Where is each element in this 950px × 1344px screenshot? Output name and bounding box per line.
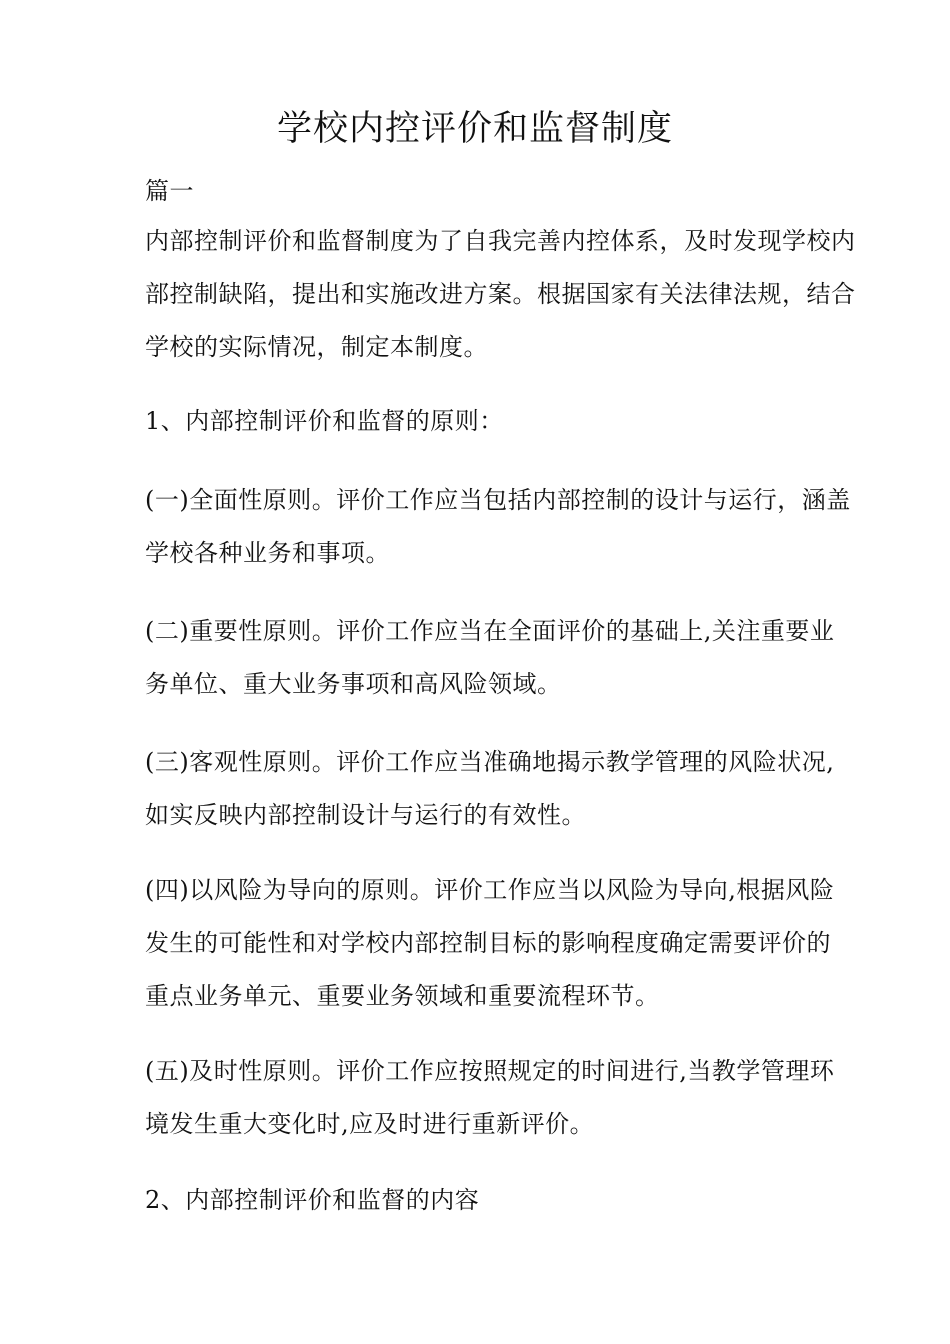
intro-paragraph [145,215,856,374]
principle-line: (三)客观性原则。评价工作应当准确地揭示教学管理的风险状况, [145,748,835,776]
heading-contents-text: 2、内部控制评价和监督的内容 [145,1186,480,1214]
principle-line: (四)以风险为导向的原则。评价工作应当以风险为导向,根据风险 [145,876,835,904]
principle-line: 发生的可能性和对学校内部控制目标的影响程度确定需要评价的 [145,929,831,957]
principle-paragraph-1 [145,474,851,580]
principle-line: (五)及时性原则。评价工作应按照规定的时间进行,当教学管理环 [145,1057,835,1085]
section-label-text: 篇一 [145,177,194,205]
intro-line: 学校的实际情况，制定本制度。 [145,333,488,361]
document-title: 学校内控评价和监督制度 [276,109,673,149]
principle-paragraph-5 [145,1045,835,1151]
principle-paragraph-2 [145,605,835,711]
principle-line: 务单位、重大业务事项和高风险领域。 [145,670,562,698]
principle-line: 境发生重大变化时,应及时进行重新评价。 [145,1110,595,1138]
heading-principles-text: 1、内部控制评价和监督的原则： [145,407,504,435]
principle-line: 如实反映内部控制设计与运行的有效性。 [145,801,586,829]
principle-line: (二)重要性原则。评价工作应当在全面评价的基础上,关注重要业 [145,617,835,645]
principle-paragraph-4 [145,864,835,1023]
principle-line: (一)全面性原则。评价工作应当包括内部控制的设计与运行，涵盖 [145,486,851,514]
intro-line: 内部控制评价和监督制度为了自我完善内控体系，及时发现学校内 [145,227,856,255]
principle-paragraph-3 [145,736,835,842]
heading-principles [145,395,810,448]
principle-line: 重点业务单元、重要业务领域和重要流程环节。 [145,982,660,1010]
heading-contents [145,1174,810,1227]
principle-line: 学校各种业务和事项。 [145,539,390,567]
intro-line: 部控制缺陷，提出和实施改进方案。根据国家有关法律法规，结合 [145,280,856,308]
section-label [145,165,810,218]
